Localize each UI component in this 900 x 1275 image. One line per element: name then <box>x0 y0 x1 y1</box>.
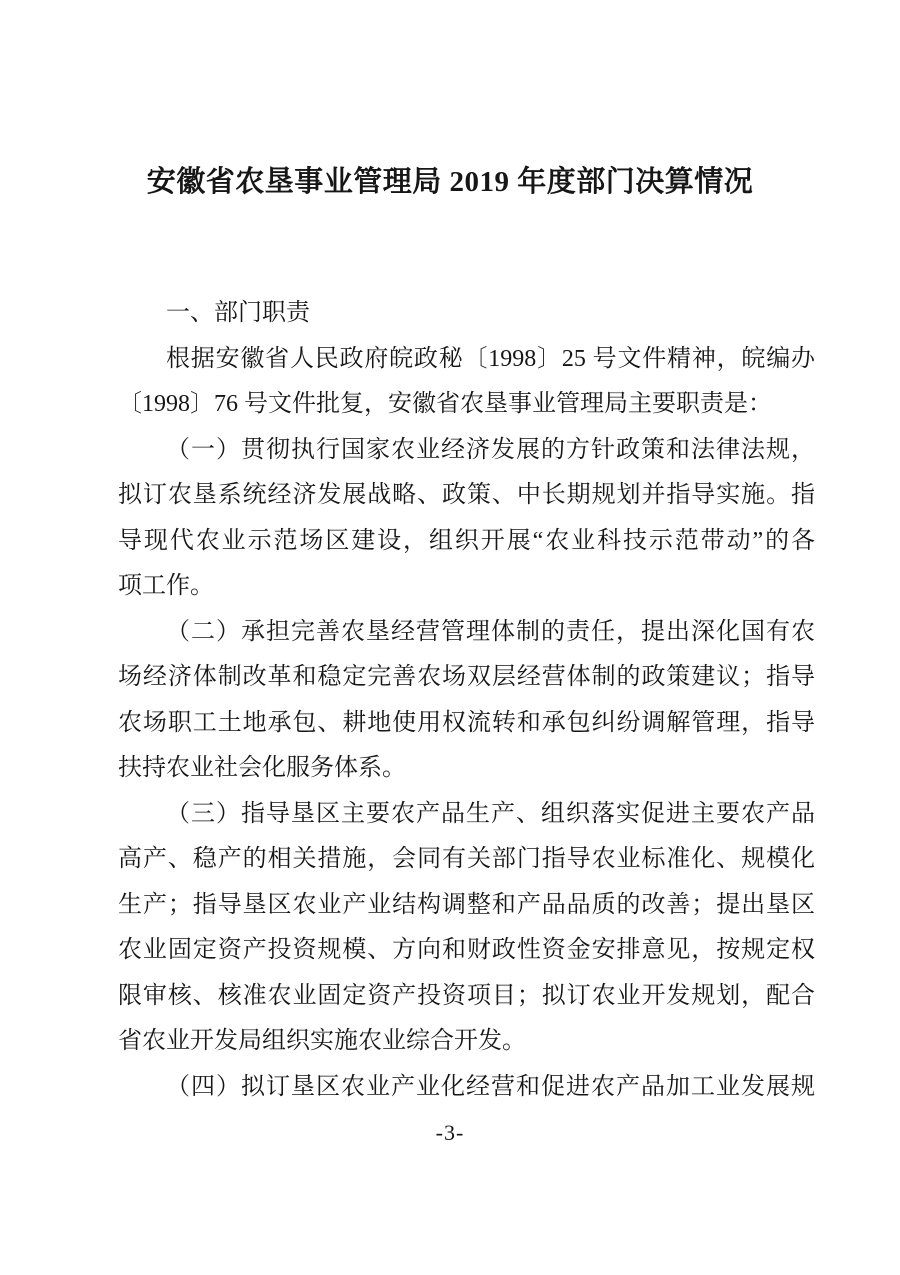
text-line: 导现代农业示范场区建设，组织开展“农业科技示范带动”的各 <box>118 527 815 554</box>
text-line: （四）拟订垦区农业产业化经营和促进农产品加工业发展规 <box>166 1073 815 1100</box>
text-line: 农场职工土地承包、耕地使用权流转和承包纠纷调解管理，指导 <box>118 709 815 736</box>
text-line: 省农业开发局组织实施农业综合开发。 <box>118 1028 526 1054</box>
text-line: （二）承担完善农垦经营管理体制的责任，提出深化国有农 <box>166 618 815 645</box>
document-title: 安徽省农垦事业管理局 2019 年度部门决算情况 <box>146 166 754 198</box>
text-line: 根据安徽省人民政府皖政秘〔1998〕25 号文件精神，皖编办 <box>166 345 815 372</box>
text-line: 生产；指导垦区农业产业结构调整和产品品质的改善；提出垦区 <box>118 891 815 918</box>
text-line: 拟订农垦系统经济发展战略、政策、中长期规划并指导实施。指 <box>118 482 815 508</box>
text-line: 项工作。 <box>118 573 214 599</box>
text-line: 〔1998〕76 号文件批复，安徽省农垦事业管理局主要职责是： <box>118 391 772 417</box>
text-line: 限审核、核准农业固定资产投资项目；拟订农业开发规划，配合 <box>118 982 815 1009</box>
document-body <box>118 291 815 1110</box>
text-line: （一）贯彻执行国家农业经济发展的方针政策和法律法规， <box>166 436 815 463</box>
text-line: 高产、稳产的相关措施，会同有关部门指导农业标准化、规模化 <box>118 846 815 872</box>
text-line: 一、部门职责 <box>166 300 310 326</box>
text-line: 农业固定资产投资规模、方向和财政性资金安排意见，按规定权 <box>118 937 815 963</box>
text-line: 扶持农业社会化服务体系。 <box>118 755 406 781</box>
page-number: -3- <box>435 1120 465 1145</box>
text-line: 场经济体制改革和稳定完善农场双层经营体制的政策建议；指导 <box>118 664 815 690</box>
text-line: （三）指导垦区主要农产品生产、组织落实促进主要农产品 <box>166 800 815 827</box>
